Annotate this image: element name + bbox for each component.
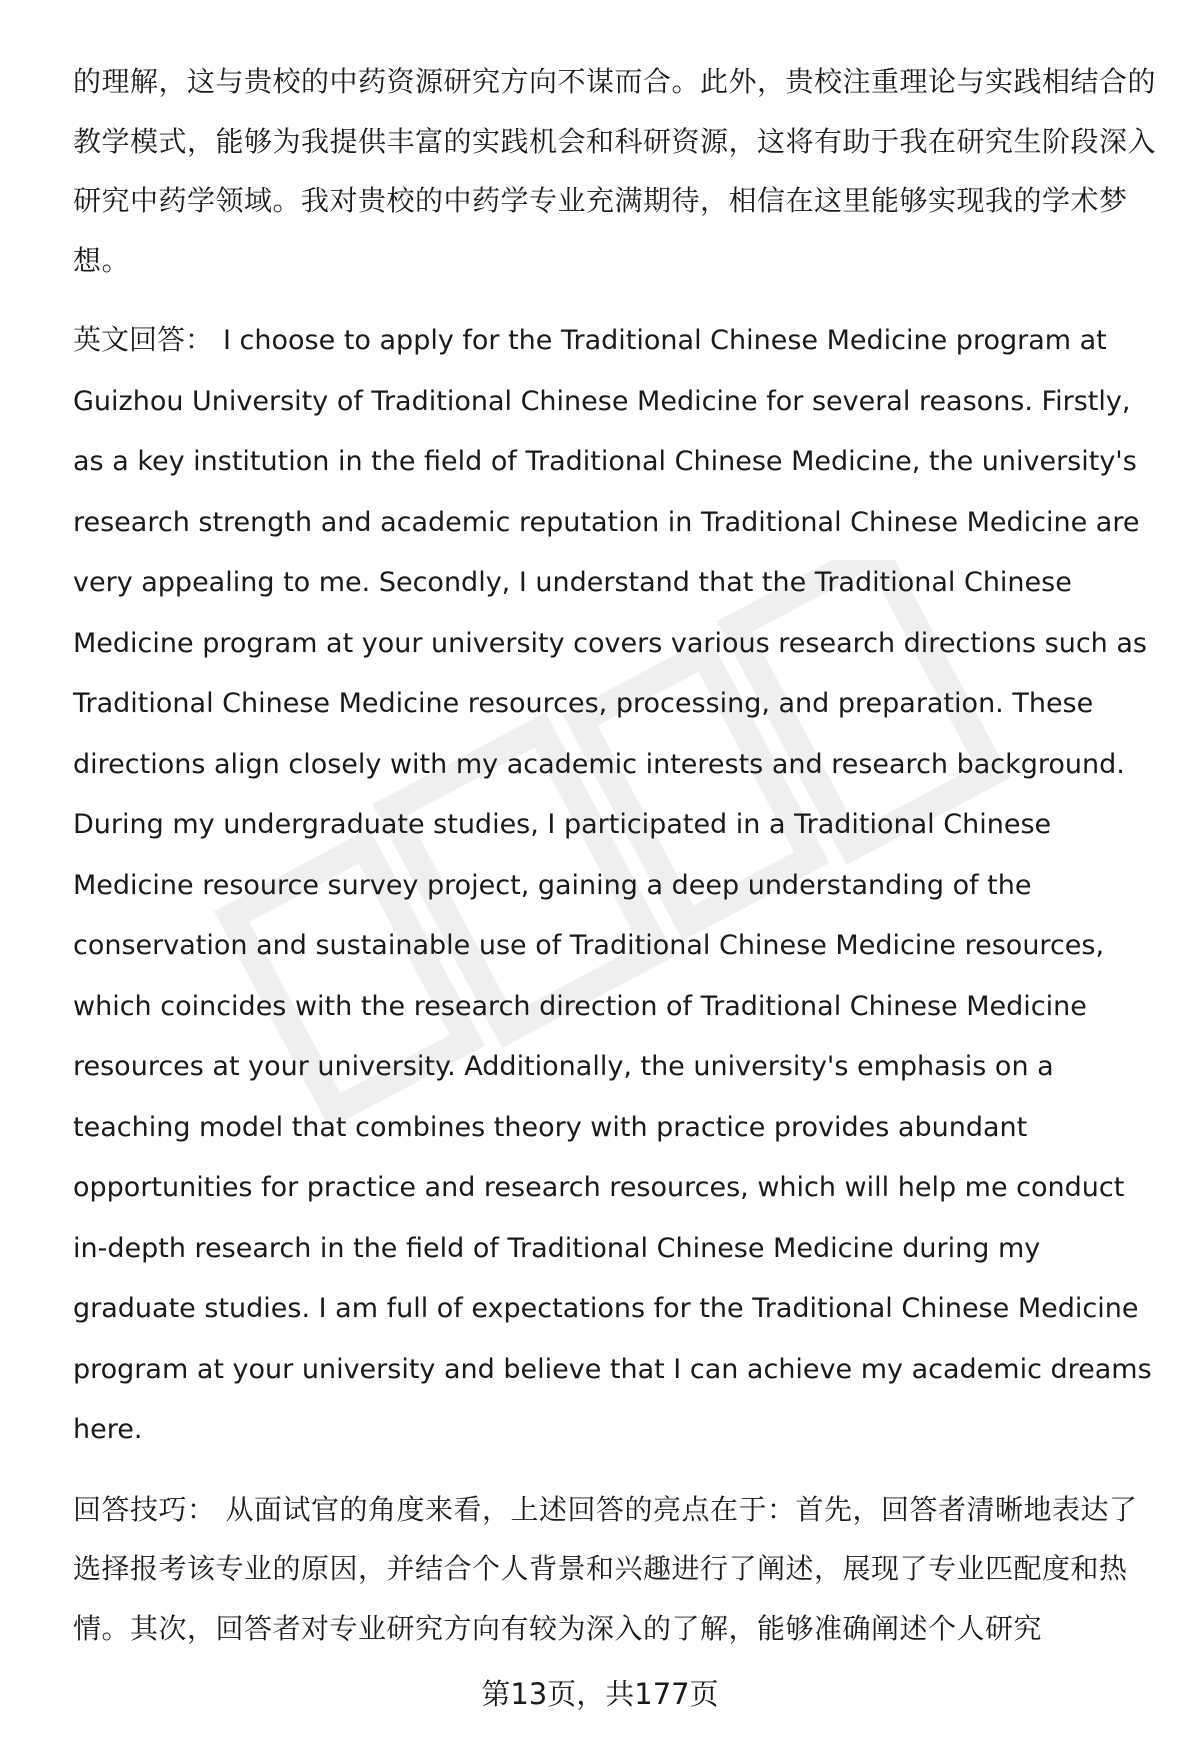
english-answer-label: 英文回答： <box>73 323 214 356</box>
english-answer-text: I choose to apply for the Traditional Chinese Medicine program at Guizhou University of Traditional Chinese Medicine for several reasons. Firstly, as a key institution in the field of Traditional Chinese Medicine, the university's research strength and academic reputation in Traditional Chinese Medicine are very appealing to me. Secondly, I understand that the Traditional Chinese Medicine program at your university covers various research directions such as Traditional Chinese Medicine resources, processing, and preparation. These directions align closely with my academic interests and research background. During my undergraduate studies, I participated in a Traditional Chinese Medicine resource survey project, gaining a deep understanding of the conservation and sustainable use of Traditional Chinese Medicine resources, which coincides with the research direction of Traditional Chinese Medicine resources at your university. Additionally, the university's emphasis on a teaching model that combines theory with practice provides abundant opportunities for practice and research resources, which will help me conduct in-depth research in the field of Traditional Chinese Medicine during my graduate studies. I am full of expectations for the Traditional Chinese Medicine program at your university and believe that I can achieve my academic dreams here. <box>73 325 1152 1445</box>
answer-tips-text: 从面试官的角度来看，上述回答的亮点在于：首先，回答者清晰地表达了选择报考该专业的原因，并结合个人背景和兴趣进行了阐述，展现了专业匹配度和热情。其次，回答者对专业研究方向有较为深入的了解，能够准确阐述个人研究 <box>73 1492 1138 1645</box>
paragraph-answer-tips <box>73 1480 1163 1659</box>
paragraph-chinese-answer-continued <box>73 52 1163 290</box>
document-body <box>73 52 1163 1678</box>
paragraph-english-answer <box>73 310 1163 1460</box>
answer-tips-label: 回答技巧： <box>73 1492 216 1526</box>
page-number-footer: 第13页，共177页 <box>481 1677 719 1711</box>
paragraph-text: 的理解，这与贵校的中药资源研究方向不谋而合。此外，贵校注重理论与实践相结合的教学模式，能够为我提供丰富的实践机会和科研资源，这将有助于我在研究生阶段深入研究中药学领域。我对贵校的中药学专业充满期待，相信在这里能够实现我的学术梦想。 <box>73 65 1157 277</box>
